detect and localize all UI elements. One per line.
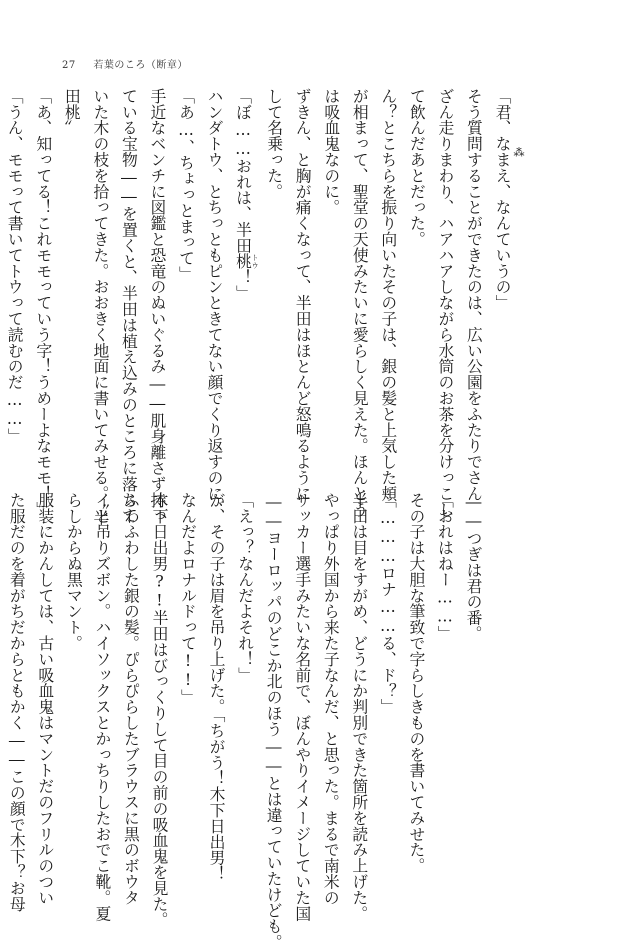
text-line: 田桃〟 <box>62 88 82 136</box>
body-text-upper <box>0 88 516 526</box>
text-line: 「あ…、ちょっとまって」 <box>176 88 196 282</box>
body-text-lower <box>0 492 487 950</box>
text-line: ――つぎは君の番。 <box>464 492 483 642</box>
text-line: ざん走りまわり、ハアハアしながら水筒のお茶を分けっこし <box>435 88 455 518</box>
text-line: 半田は目をすがめ、どうにか判別できた箇所を読み上げた。 <box>349 492 369 922</box>
text-line: た服だのを着がちだからともかく――この顔で木下？お母 <box>7 492 27 912</box>
text-line: 「あ、知ってる！これモモっていう字！うめーよなモモ！」 <box>33 88 53 518</box>
text-line: して名乗った。 <box>264 88 284 200</box>
text-line: 手近なベンチに図鑑と恐竜のぬいぐるみ――肌身離さず持っ <box>147 88 167 524</box>
text-line: 服装にかんしては、古い吸血鬼はマントだのフリルのつい <box>35 492 55 906</box>
text-line: ハンダトウ、とちっともピンときてない顔でくり返すのに、 <box>205 88 225 518</box>
text-line: 「えっ？なんだよそれ！」 <box>235 492 255 683</box>
running-head <box>62 56 188 71</box>
text-line: 「うん、モモって書いてトウって読むのだ……」 <box>5 88 25 445</box>
ruby-reading: トウ <box>251 253 260 270</box>
text-line: が、その子は眉を吊り上げた。「ちがう！木下日出男！ <box>207 492 227 882</box>
chapter-title: 若葉のころ（断章） <box>93 60 188 71</box>
text-line: その子は大胆な筆致で字らしきものを書いてみせた。 <box>406 492 426 874</box>
text-line: 「君、なまえ、なんていうの」 <box>493 88 512 311</box>
text-line: らしからぬ黒マント。 <box>64 492 84 651</box>
text-line: ふわふわした銀の髪。ぴらぴらしたブラウスに黒のボウタ <box>121 492 141 906</box>
text-line: いた木の枝を拾ってきた。おおきく地面に書いてみせる。〝半 <box>90 88 110 526</box>
text-line: 木下日出男?!半田はびっくりして目の前の吸血鬼を見た。 <box>149 492 169 928</box>
text-line <box>0 492 2 847</box>
text-line: ている宝物――を置くと、半田は植え込みのところに落ちて <box>119 88 139 524</box>
section-mark: ⁂ <box>513 146 525 159</box>
text-line: て飲んだあとだった。 <box>407 88 427 247</box>
text-line: イと吊りズボン。ハイソックスとかっちりしたおでこ靴。夏 <box>92 492 112 922</box>
text-line: 「おれはねー……」 <box>435 492 455 642</box>
text-line: ――ヨーロッパのどこか北のほう――とは違っていたけども。 <box>264 492 284 950</box>
text-line: 「………ロナ……る、ド？」 <box>378 492 398 715</box>
text-line: やっぱり外国から来た子なんだ、と思った。まるで南米の <box>321 492 341 906</box>
text-line: は吸血鬼なのに。 <box>321 88 341 216</box>
text-line: 「ぼ……おれは、半田桃トウ！」 <box>233 88 260 302</box>
text-line: そう質問することができたのは、広い公園をふたりでさん <box>464 88 484 502</box>
text-line: サッカー選手みたいな名前で、ぼんやりイメージしていた国 <box>292 492 312 922</box>
ruby-annotation: 桃トウ <box>233 253 260 270</box>
page-number: 27 <box>62 60 76 71</box>
text-line: なんだよロナルドって!!」 <box>178 492 198 706</box>
text-line: ずきん、と胸が痛くなって、半田はほとんど怒鳴るように <box>293 88 313 502</box>
text-line: ん？とこちらを振り向いたその子は、銀の髪と上気した頬 <box>378 88 398 502</box>
text-line: が相まって、聖堂の天使みたいに愛らしく見えた。ほんとう <box>350 88 370 518</box>
